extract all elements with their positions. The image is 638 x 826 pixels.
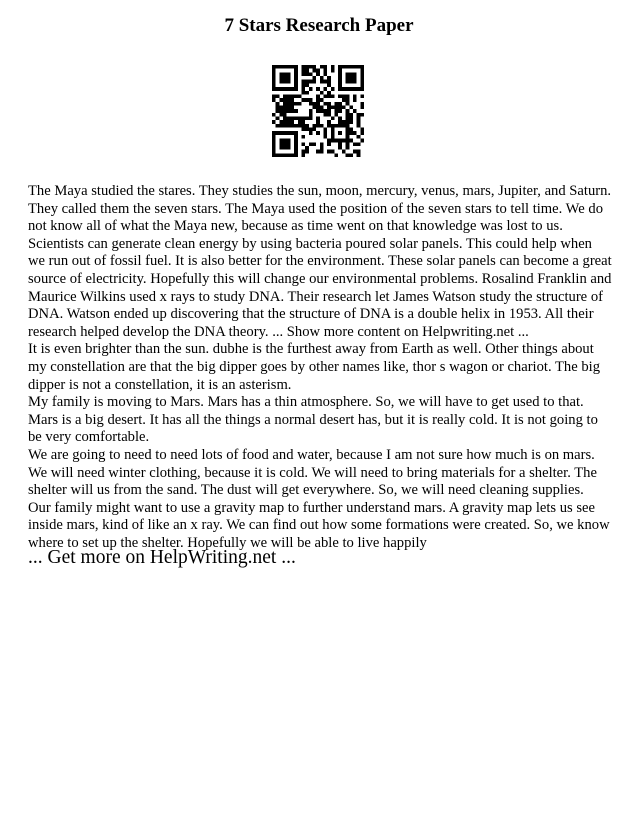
document-title: 7 Stars Research Paper (224, 15, 414, 36)
paragraph: We are going to need to need lots of food and water, because I am not sure how much is on mars. We will need winter clothing, because it is cold. We will need to bring materials for a shelter. The shelter will us from the sand. The dust will get everywhere. So, we will need cleaning supplies. (28, 446, 597, 499)
paragraph: The Maya studied the stares. They studies the sun, moon, mercury, venus, mars, Jupiter, and Saturn. They called them the seven stars. The Maya used the position of the seven stars to tell time. We do not know all of what the Maya new, because as time went on that knowledge was lost to us. Scientists can generate clean energy by using bacteria poured solar panels. This could help when we run out of fossil fuel. It is also better for the environment. These solar panels can become a great source of electricity. Hopefully this will change our environmental problems. Rosalind Franklin and Maurice Wilkins used x rays to study DNA. Their research let James Watson study the structure of DNA. Watson ended up discovering that the structure of DNA is a double helix in 1953. All their research helped develop the DNA theory. ... Show more content on Helpwriting.net ... (28, 183, 612, 340)
qr-code (272, 65, 364, 157)
document-body (28, 183, 612, 552)
paragraph: It is even brighter than the sun. dubhe is the furthest away from Earth as well. Other things about my constellation are that the big dipper goes by other names like, thor s wagon or chariot. The big dipper is not a constellation, it is an asterism. (28, 341, 600, 393)
paragraph: My family is moving to Mars. Mars has a thin atmosphere. So, we will have to get used to that. Mars is a big desert. It has all the things a normal desert has, but it is really cold. It is not going to be very comfortable. (28, 394, 598, 446)
get-more-link[interactable]: ... Get more on HelpWriting.net ... (28, 547, 296, 568)
qr-code-icon (272, 65, 364, 157)
paragraph: Our family might want to use a gravity map to further understand mars. A gravity map lets us see inside mars, kind of like an x ray. We can find out how some formations were created. So, we know where to set up the shelter. Hopefully we will be able to live happily (28, 499, 610, 551)
